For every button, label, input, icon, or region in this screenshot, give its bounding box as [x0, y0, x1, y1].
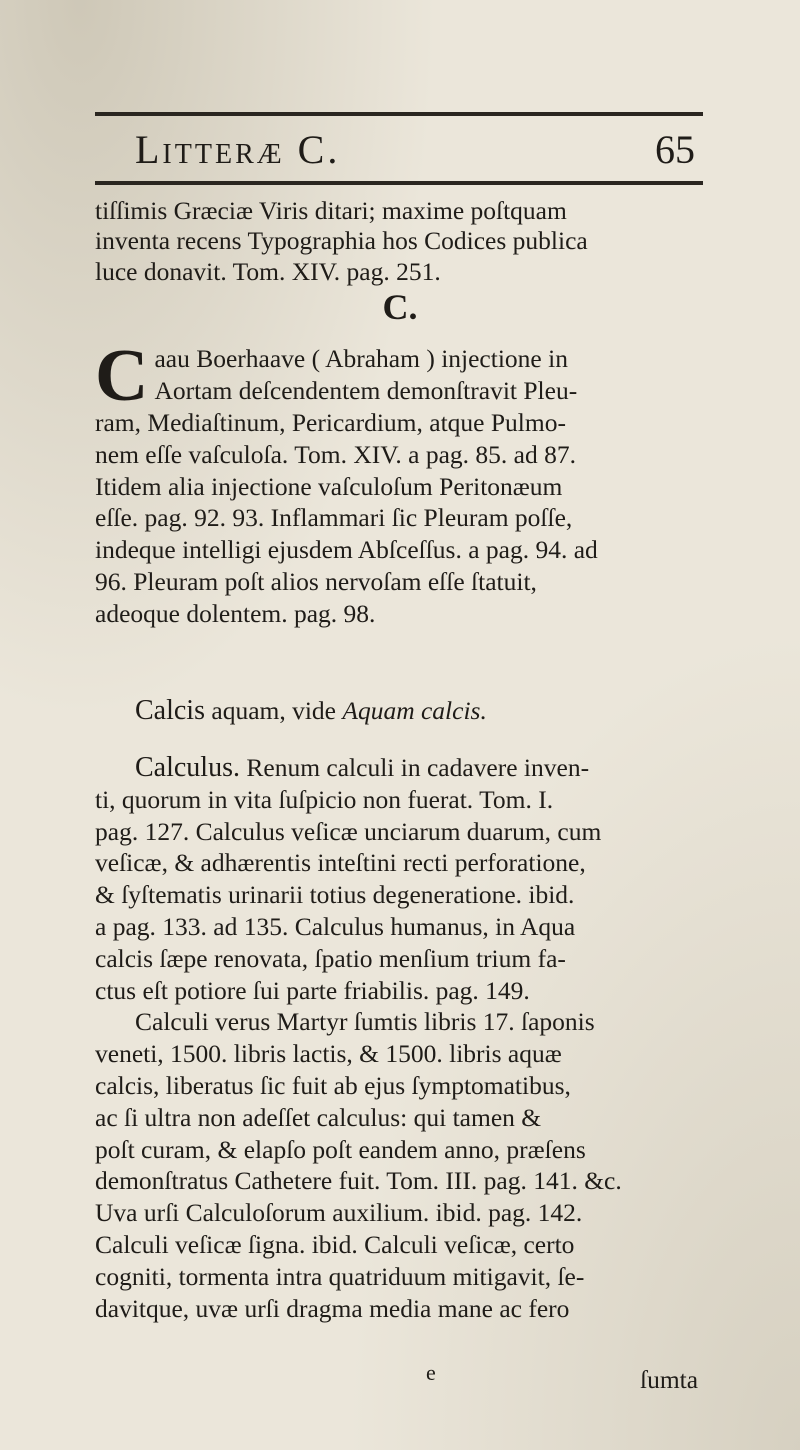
- section-letter: C.: [382, 287, 418, 327]
- signature-mark: e: [426, 1360, 436, 1385]
- text-line: 96. Pleuram poſt alios nervoſam eſſe ſtatuit,: [95, 566, 537, 596]
- catchword: ſumta: [640, 1365, 699, 1394]
- text-line: veneti, 1500. libris lactis, & 1500. libris aquæ: [95, 1039, 562, 1069]
- text-line: luce donavit. Tom. XIV. pag. 251.: [95, 256, 441, 286]
- text-line: pag. 127. Calculus veſicæ unciarum duarum, cum: [95, 816, 602, 846]
- header-rule-bottom: [95, 181, 703, 185]
- text-line: [135, 695, 710, 727]
- entry-text: aquam, vide: [205, 696, 343, 725]
- text-line: adeoque dolentem. pag. 98.: [95, 598, 376, 628]
- running-title: Litteræ C.: [135, 127, 341, 172]
- text-line: inventa recens Typographia hos Codices publica: [95, 226, 588, 256]
- text-line: Calculi veſicæ ſigna. ibid. Calculi veſicæ, certo: [95, 1229, 575, 1259]
- text-line: ti, quorum in vita ſuſpicio non fuerat. Tom. I.: [95, 784, 554, 814]
- text-line: Aortam deſcendentem demonſtravit Pleu-: [154, 375, 578, 405]
- headword: Calcis: [135, 695, 205, 726]
- text-line: ac ſi ultra non adeſſet calculus: qui tamen &: [95, 1102, 542, 1132]
- text-line: cogniti, tormenta intra quatriduum mitigavit, ſe-: [95, 1261, 585, 1291]
- entry-calculus: [95, 752, 710, 1324]
- text-line: demonſtratus Cathetere fuit. Tom. III. pag. 141. &c.: [95, 1166, 622, 1196]
- entry-boerhaave: [95, 335, 710, 630]
- text-line: veſicæ, & adhærentis inteſtini recti perforatione,: [95, 848, 586, 878]
- entry-text: Renum calculi in cadavere inven-: [240, 753, 590, 782]
- text-line: tiſſimis Græciæ Viris ditari; maxime poſtquam: [95, 196, 567, 225]
- text-line: a pag. 133. ad 135. Calculus humanus, in Aqua: [95, 911, 576, 941]
- text-line: nem eſſe vaſculoſa. Tom. XIV. a pag. 85. ad 87.: [95, 439, 576, 469]
- text-line: Calculi verus Martyr ſumtis libris 17. ſaponis: [135, 1007, 595, 1037]
- text-line: davitque, uvæ urſi dragma media mane ac fero: [95, 1293, 570, 1323]
- text-line: indeque intelligi ejusdem Abſceſſus. a pag. 94. ad: [95, 535, 598, 565]
- text-line: calcis ſæpe renovata, ſpatio menſium trium fa-: [95, 943, 566, 973]
- text-line: aau Boerhaave ( Abraham ) injectione in: [154, 344, 568, 373]
- text-line: eſſe. pag. 92. 93. Inflammari ſic Pleuram poſſe,: [95, 503, 573, 533]
- entry-calcis: [135, 695, 710, 727]
- text-line: & ſyſtematis urinarii totius degeneratione. ibid.: [95, 880, 575, 910]
- text-line: calcis, liberatus ſic fuit ab ejus ſymptomatibus,: [95, 1070, 571, 1100]
- intro-paragraph: [95, 196, 710, 287]
- text-line: ram, Mediaſtinum, Pericardium, atque Pulmo-: [95, 408, 566, 437]
- text-line: Uva urſi Calculoſorum auxilium. ibid. pag. 142.: [95, 1198, 583, 1228]
- drop-capital: C: [95, 335, 149, 417]
- text-line: Itidem alia injectione vaſculoſum Peritonæum: [95, 471, 563, 501]
- text-line: [95, 752, 710, 784]
- page-number: 65: [655, 127, 695, 172]
- headword: Calculus.: [135, 752, 240, 783]
- cross-reference: Aquam calcis.: [342, 696, 487, 725]
- text-line: poſt curam, & elapſo poſt eandem anno, præſens: [95, 1134, 586, 1164]
- running-head: [95, 124, 703, 176]
- text-line: ctus eſt potiore ſui parte friabilis. pag. 149.: [95, 975, 530, 1005]
- header-rule-top: [95, 112, 703, 116]
